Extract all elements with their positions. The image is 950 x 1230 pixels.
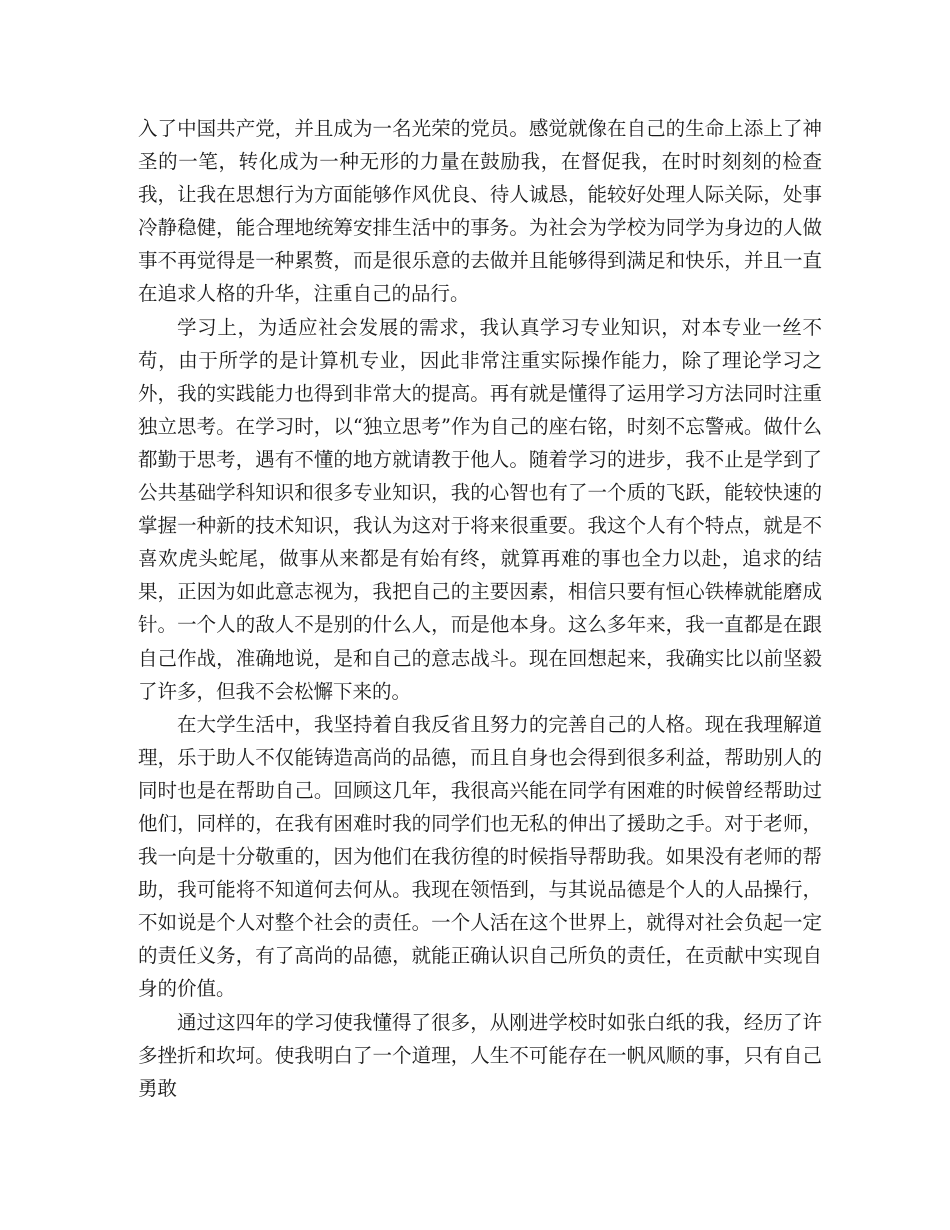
paragraph-college-life: 在大学生活中，我坚持着自我反省且努力的完善自己的人格。现在我理解道理，乐于助人不仅能铸造高尚的品德，而且自身也会得到很多利益，帮助别人的同时也是在帮助自己。回顾这几年，我很高兴能在同学有困难的时候曾经帮助过他们，同样的，在我有困难时我的同学们也无私的伸出了援助之手。对于老师，我一向是十分敬重的，因为他们在我彷徨的时候指导帮助我。如果没有老师的帮助，我可能将不知道何去何从。我现在领悟到，与其说品德是个人的人品操行，不如说是个人对整个社会的责任。一个人活在这个世界上，就得对社会负起一定的责任义务，有了高尚的品德，就能正确认识自己所负的责任，在贡献中实现自身的价值。 (138, 712, 822, 1001)
paragraph-four-years: 通过这四年的学习使我懂得了很多，从刚进学校时如张白纸的我，经历了许多挫折和坎坷。使我明白了一个道理，人生不可能存在一帆风顺的事，只有自己勇敢 (138, 1010, 822, 1100)
document-page (138, 112, 822, 1105)
paragraph-party-membership: 入了中国共产党，并且成为一名光荣的党员。感觉就像在自己的生命上添上了神圣的一笔，转化成为一种无形的力量在鼓励我，在督促我，在时时刻刻的检查我，让我在思想行为方面能够作风优良、待人诚恳，能较好处理人际关际，处事冷静稳健，能合理地统筹安排生活中的事务。为社会为学校为同学为身边的人做事不再觉得是一种累赘，而是很乐意的去做并且能够得到满足和快乐，并且一直在追求人格的升华，注重自己的品行。 (138, 117, 822, 306)
paragraph-study: 学习上，为适应社会发展的需求，我认真学习专业知识，对本专业一丝不苟，由于所学的是计算机专业，因此非常注重实际操作能力，除了理论学习之外，我的实践能力也得到非常大的提高。再有就是懂得了运用学习方法同时注重独立思考。在学习时，以“独立思考”作为自己的座右铭，时刻不忘警戒。做什么都勤于思考，遇有不懂的地方就请教于他人。随着学习的进步，我不止是学到了公共基础学科知识和很多专业知识，我的心智也有了一个质的飞跃，能较快速的掌握一种新的技术知识，我认为这对于将来很重要。我这个人有个特点，就是不喜欢虎头蛇尾，做事从来都是有始有终，就算再难的事也全力以赴，追求的结果，正因为如此意志视为，我把自己的主要因素，相信只要有恒心铁棒就能磨成针。一个人的敌人不是别的什么人，而是他本身。这么多年来，我一直都是在跟自己作战，准确地说，是和自己的意志战斗。现在回想起来，我确实比以前坚毅了许多，但我不会松懈下来的。 (138, 315, 822, 703)
